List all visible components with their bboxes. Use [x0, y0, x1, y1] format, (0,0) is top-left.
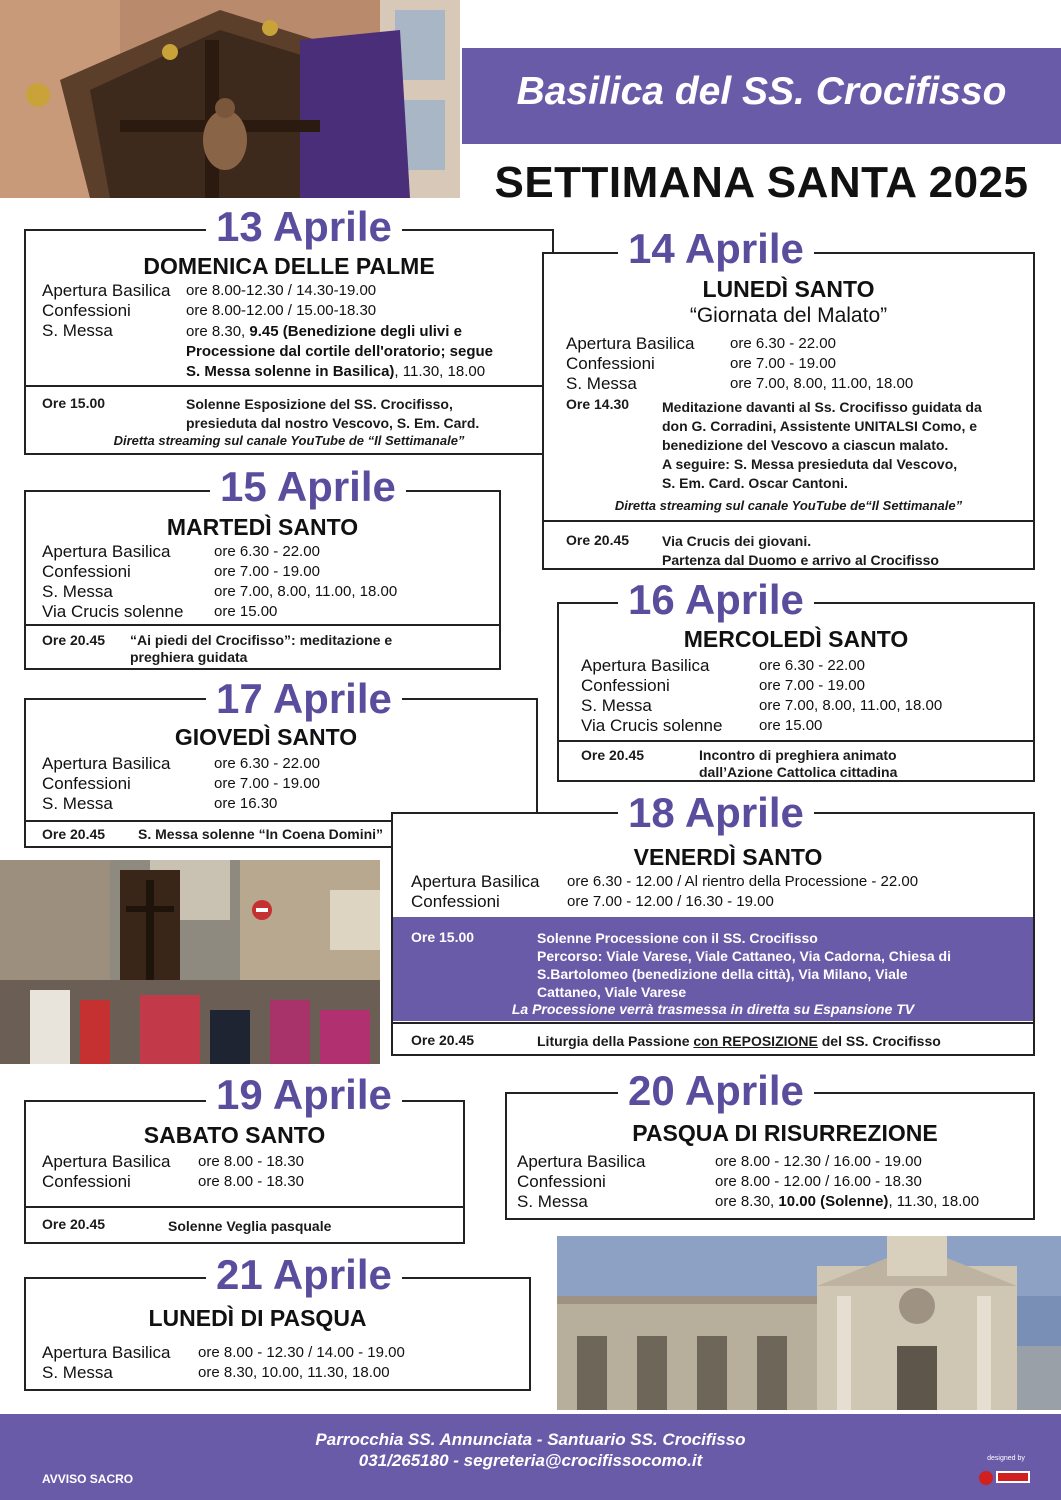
event-block-highlight — [393, 917, 1033, 1021]
row-label: Apertura Basilica — [517, 1152, 646, 1171]
event-text: Via Crucis dei giovani. Partenza dal Duomo e arrivo al Crocifisso — [662, 533, 939, 568]
row-value: ore 8.00 - 18.30 — [198, 1173, 304, 1190]
designer-logo-icon — [976, 1462, 1036, 1490]
event-text: Liturgia della Passione con REPOSIZIONE del SS. Crocifisso — [537, 1033, 941, 1049]
date-title-17: 17 Aprile — [206, 676, 402, 722]
date-title-21: 21 Aprile — [206, 1252, 402, 1298]
date-title-13: 13 Aprile — [206, 204, 402, 250]
row-label: Apertura Basilica — [42, 1343, 171, 1362]
row-value: ore 7.00 - 19.00 — [730, 355, 836, 372]
row-value: ore 6.30 - 22.00 — [214, 755, 320, 772]
page-subtitle: SETTIMANA SANTA 2025 — [494, 158, 1029, 207]
row-label: Apertura Basilica — [42, 281, 171, 300]
row-label: Confessioni — [42, 1172, 131, 1191]
day-box-16 — [557, 602, 1035, 782]
footer-parish: Parrocchia SS. Annunciata - Santuario SS. Crocifisso — [315, 1430, 746, 1449]
row-label: Via Crucis solenne — [581, 716, 723, 735]
day-name: MERCOLEDÌ SANTO — [683, 626, 909, 652]
day-box-19 — [24, 1100, 465, 1244]
procession-photo — [0, 860, 380, 1064]
day-name: MARTEDÌ SANTO — [166, 514, 359, 540]
row-label: Confessioni — [42, 774, 131, 793]
date-title-14: 14 Aprile — [618, 226, 814, 272]
row-value: ore 8.30, 9.45 (Benedizione degli ulivi e Processione dal cortile dell'oratorio; segue S. Messa solenne in Basilica), 11.30, 18.00 — [186, 323, 493, 380]
row-value: ore 8.00-12.00 / 15.00-18.30 — [186, 302, 377, 319]
row-label: Apertura Basilica — [411, 872, 540, 891]
row-value: ore 8.30, 10.00, 11.30, 18.00 — [198, 1364, 390, 1381]
row-label: Confessioni — [42, 301, 131, 320]
event-block — [393, 1022, 1033, 1056]
stream-note: Diretta streaming sul canale YouTube de“Il Settimanale” — [614, 498, 963, 513]
event-time: Ore 15.00 — [42, 395, 106, 411]
event-time: Ore 20.45 — [42, 632, 106, 648]
row-label: S. Messa — [42, 794, 113, 813]
basilica-photo — [557, 1236, 1061, 1410]
crucifix-photo — [0, 0, 460, 198]
event-time: Ore 20.45 — [42, 826, 106, 842]
event-time: Ore 20.45 — [581, 747, 645, 763]
designer-logo: designed by — [976, 1455, 1036, 1492]
day-box-13 — [24, 229, 554, 455]
stream-note: Diretta streaming sul canale YouTube de “Il Settimanale” — [113, 433, 465, 448]
row-value: ore 8.30, 10.00 (Solenne), 11.30, 18.00 — [715, 1193, 980, 1210]
row-label: S. Messa — [42, 582, 113, 601]
event-text: Incontro di preghiera animato dall’Azione Cattolica cittadina — [699, 747, 898, 780]
row-value: ore 7.00 - 19.00 — [214, 563, 320, 580]
footer-contact[interactable]: 031/265180 - segreteria@crocifissocomo.it — [358, 1451, 703, 1470]
event-block — [559, 740, 1033, 782]
day-name: LUNEDÌ DI PASQUA — [148, 1305, 367, 1331]
event-block — [26, 385, 552, 455]
event-text: S. Messa solenne “In Coena Domini” — [138, 826, 384, 842]
row-label: Confessioni — [411, 892, 500, 911]
date-title-19: 19 Aprile — [206, 1072, 402, 1118]
row-label: Confessioni — [566, 354, 655, 373]
day-box-18 — [391, 812, 1035, 1056]
event-block — [26, 624, 499, 670]
row-value: ore 8.00 - 12.30 / 14.00 - 19.00 — [198, 1344, 405, 1361]
event-time: Ore 15.00 — [411, 929, 475, 945]
day-name: PASQUA DI RISURREZIONE — [632, 1120, 938, 1146]
row-value: ore 6.30 - 12.00 / Al rientro della Processione - 22.00 — [567, 873, 919, 890]
day-subtitle: “Giornata del Malato” — [689, 304, 888, 327]
page-title: Basilica del SS. Crocifisso — [516, 70, 1007, 113]
row-label: Via Crucis solenne — [42, 602, 184, 621]
row-label: S. Messa — [42, 321, 113, 340]
row-value: ore 15.00 — [214, 603, 278, 620]
row-value: ore 7.00 - 19.00 — [214, 775, 320, 792]
event-time: Ore 20.45 — [566, 532, 630, 548]
event-time: Ore 14.30 — [566, 396, 630, 412]
event-block — [26, 1206, 463, 1244]
event-block — [544, 520, 1033, 570]
row-label: Apertura Basilica — [42, 1152, 171, 1171]
row-label: S. Messa — [581, 696, 652, 715]
row-value: ore 8.00 - 12.00 / 16.00 - 18.30 — [715, 1173, 922, 1190]
date-title-15: 15 Aprile — [210, 464, 406, 510]
event-text: Solenne Processione con il SS. Crocifisso Percorso: Viale Varese, Viale Cattaneo, Via Cadorna, Chiesa di S.Bartolomeo (benedizione della città), Via Milano, Viale Cattaneo, Viale Varese — [537, 930, 951, 1000]
day-box-15 — [24, 490, 501, 670]
day-box-14 — [542, 252, 1035, 570]
row-label: Apertura Basilica — [42, 542, 171, 561]
date-title-18: 18 Aprile — [618, 790, 814, 836]
row-value: ore 6.30 - 22.00 — [214, 543, 320, 560]
row-value: ore 8.00-12.30 / 14.30-19.00 — [186, 282, 377, 299]
row-value: ore 7.00 - 12.00 / 16.30 - 19.00 — [567, 893, 774, 910]
row-label: Confessioni — [517, 1172, 606, 1191]
day-name: GIOVEDÌ SANTO — [174, 724, 358, 750]
event-time: Ore 20.45 — [42, 1216, 106, 1232]
row-value: ore 8.00 - 12.30 / 16.00 - 19.00 — [715, 1153, 922, 1170]
row-value: ore 7.00 - 19.00 — [759, 677, 865, 694]
row-label: S. Messa — [566, 374, 637, 393]
event-time: Ore 20.45 — [411, 1032, 475, 1048]
avviso-sacro: AVVISO SACRO — [42, 1472, 134, 1486]
day-name: DOMENICA DELLE PALME — [143, 253, 435, 279]
day-name: SABATO SANTO — [143, 1122, 326, 1148]
row-label: Apertura Basilica — [42, 754, 171, 773]
row-value: ore 6.30 - 22.00 — [730, 335, 836, 352]
row-label: S. Messa — [42, 1363, 113, 1382]
event-text: “Ai piedi del Crocifisso”: meditazione e preghiera guidata — [130, 632, 393, 665]
row-label: Confessioni — [42, 562, 131, 581]
row-label: Apertura Basilica — [581, 656, 710, 675]
row-label: Apertura Basilica — [566, 334, 695, 353]
row-value: ore 8.00 - 18.30 — [198, 1153, 304, 1170]
row-value: ore 7.00, 8.00, 11.00, 18.00 — [214, 583, 398, 600]
day-name: LUNEDÌ SANTO — [702, 276, 875, 302]
stream-note: La Processione verrà trasmessa in diretta su Espansione TV — [511, 1001, 915, 1017]
row-value: ore 7.00, 8.00, 11.00, 18.00 — [730, 375, 914, 392]
row-label: Confessioni — [581, 676, 670, 695]
event-text: Solenne Veglia pasquale — [168, 1218, 332, 1234]
date-title-16: 16 Aprile — [618, 577, 814, 623]
row-value: ore 6.30 - 22.00 — [759, 657, 865, 674]
row-value: ore 16.30 — [214, 795, 278, 812]
row-label: S. Messa — [517, 1192, 588, 1211]
row-value: ore 15.00 — [759, 717, 823, 734]
row-value: ore 7.00, 8.00, 11.00, 18.00 — [759, 697, 943, 714]
day-name: VENERDÌ SANTO — [633, 844, 823, 870]
event-text: Solenne Esposizione del SS. Crocifisso, presieduta dal nostro Vescovo, S. Em. Card. — [186, 396, 480, 431]
date-title-20: 20 Aprile — [618, 1068, 814, 1114]
event-text: Meditazione davanti al Ss. Crocifisso guidata da don G. Corradini, Assistente UNITALSI Como, e benedizione del Vescovo a ciascun malato. A seguire: S. Messa presieduta dal Vescovo, S. Em. Card. Oscar Cantoni. — [662, 399, 982, 491]
